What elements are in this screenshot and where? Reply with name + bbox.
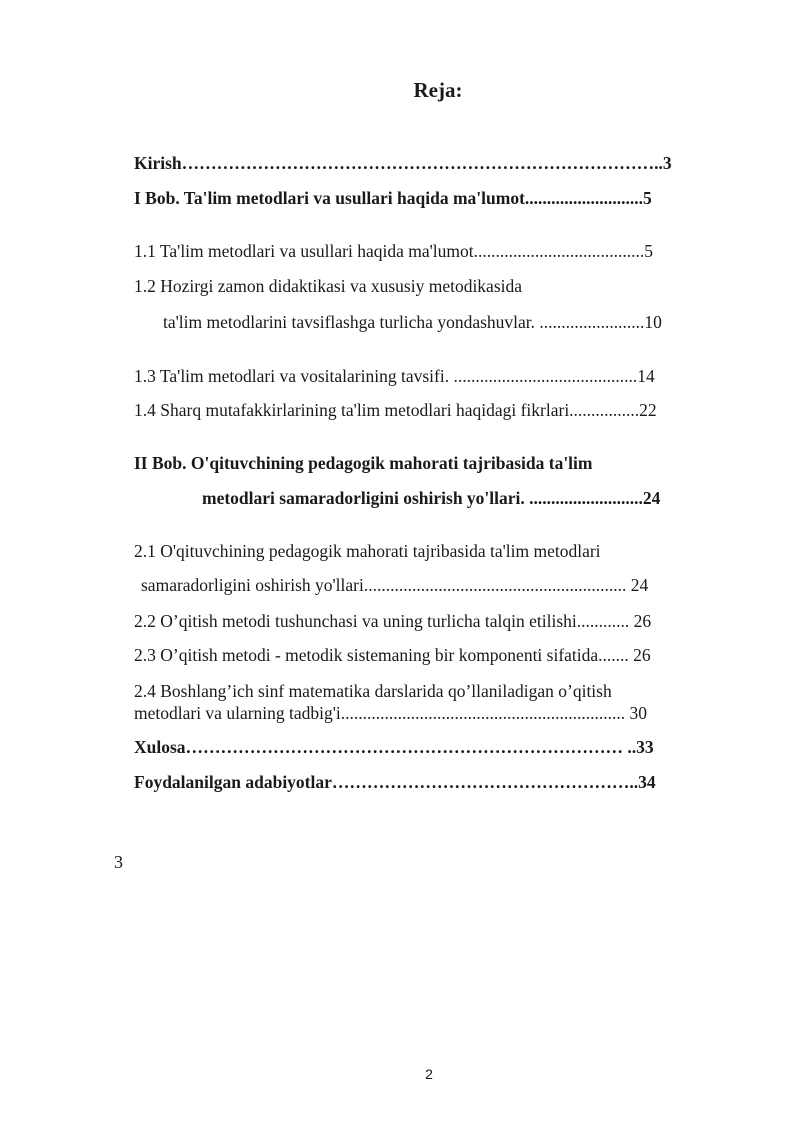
toc-entry-1-1: 1.1 Ta'lim metodlari va usullari haqida ma'lumot.......................................5 [134,241,653,261]
toc-entry-1-3: 1.3 Ta'lim metodlari va vositalarining tavsifi. ..........................................14 [134,366,655,386]
toc-entry-2-2: 2.2 O’qitish metodi tushunchasi va uning turlicha talqin etilishi............ 26 [134,611,652,631]
toc-entry-2-4-line-2: metodlari va ularning tadbig'i................................................................. 30 [134,703,648,723]
toc-entry-1-2-line-2: ta'lim metodlarini tavsiflashga turlicha yondashuvlar. ........................10 [163,312,662,332]
toc-entry-adabiyotlar: Foydalanilgan adabiyotlar……………………………………………..34 [134,772,656,792]
toc-entry-bob-2-line-2: metodlari samaradorligini oshirish yo'llari. ..........................24 [202,488,661,508]
toc-entry-kirish: Kirish………………………………………………………………………..3 [134,153,672,173]
stray-number: 3 [114,852,123,872]
toc-entry-1-4: 1.4 Sharq mutafakkirlarining ta'lim metodlari haqidagi fikrlari................22 [134,400,657,420]
toc-entry-bob-2-line-1: II Bob. O'qituvchining pedagogik mahorati tajribasida ta'lim [134,453,593,473]
toc-entry-2-4-line-1: 2.4 Boshlang’ich sinf matematika darslarida qo’llaniladigan o’qitish [134,681,612,701]
page-title: Reja: [413,78,463,102]
toc-entry-xulosa: Xulosa………………………………………………………………… ..33 [134,737,654,757]
toc-entry-2-1-line-1: 2.1 O'qituvchining pedagogik mahorati tajribasida ta'lim metodlari [134,541,601,561]
page-number: 2 [425,1066,433,1082]
toc-entry-2-3: 2.3 O’qitish metodi - metodik sistemaning bir komponenti sifatida....... 26 [134,645,651,665]
toc-entry-1-2-line-1: 1.2 Hozirgi zamon didaktikasi va xususiy metodikasida [134,276,523,296]
toc-entry-bob-1: I Bob. Ta'lim metodlari va usullari haqida ma'lumot...........................5 [134,188,652,208]
toc-entry-2-1-line-2: samaradorligini oshirish yo'llari............................................................ 24 [141,575,649,595]
